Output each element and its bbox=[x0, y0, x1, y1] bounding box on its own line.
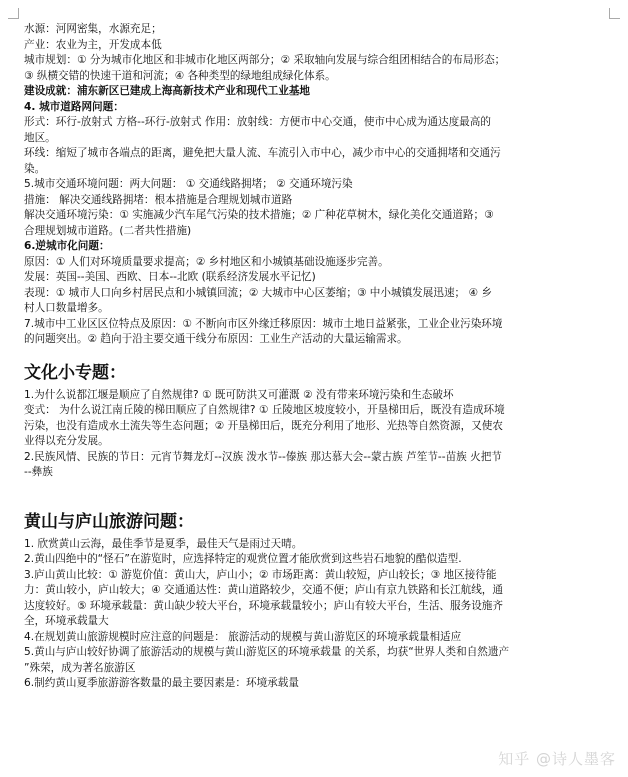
text-line: ”殊荣，成为著名旅游区 bbox=[24, 661, 136, 674]
text-line: 全，环境承载量大 bbox=[24, 615, 109, 627]
text-line: 城市规划：① 分为城市化地区和非城市化地区两部分；② 采取轴向发展与综合组团相结合的布局形态； bbox=[24, 54, 506, 66]
text-line: 原因：① 人们对环境质量要求提高；② 乡村地区和小城镇基础设施逐步完善。 bbox=[24, 255, 389, 268]
text-line: 2.民族风情、民族的节日：元宵节舞龙灯--汉族 泼水节--傣族 那达慕大会--蒙古族 芦笙节--苗族 火把节 bbox=[24, 450, 502, 463]
text-line: 村人口数量增多。 bbox=[24, 302, 109, 314]
text-line: --彝族 bbox=[24, 466, 53, 478]
section-heading: 6.逆城市化问题： bbox=[24, 240, 110, 252]
text-line: 1.为什么说都江堰是顺应了自然规律? ① 既可防洪又可灌溉 ② 没有带来环境污染和生态破坏 bbox=[24, 388, 454, 401]
text-line: 措施： 解决交通线路拥堵：根本措施是合理规划城市道路 bbox=[24, 193, 293, 206]
text-line: 5.黄山与庐山较好协调了旅游活动的规模与黄山游览区的环境承载量 的关系，均获“世界人类和自然遗产 bbox=[24, 646, 510, 658]
text-line: 的问题突出。② 趋向于沿主要交通干线分布原因：工业生产活动的大量运输需求。 bbox=[24, 333, 408, 345]
text-line: 合理规划城市道路。(二者共性措施) bbox=[24, 224, 192, 237]
text-line: 业得以充分发展。 bbox=[24, 435, 109, 447]
text-line: 3.庐山黄山比较：① 游览价值：黄山大，庐山小；② 市场距离：黄山较短，庐山较长；③ 地区接待能 bbox=[24, 568, 497, 581]
text-line: 表现：① 城市人口向乡村居民点和小城镇回流；② 大城市中心区萎缩；③ 中小城镇发展迅速； ④ 乡 bbox=[24, 286, 492, 299]
text-line: 环线：缩短了城市各端点的距离，避免把大量人流、车流引入市中心，减少市中心的交通拥堵和交通污 bbox=[24, 147, 501, 159]
text-line: 4.在规划黄山旅游规模时应注意的问题是： 旅游活动的规模与黄山游览区的环境承载量相适应 bbox=[24, 630, 462, 643]
text-line: ③ 纵横交错的快速干道和河流；④ 各种类型的绿地组成绿化体系。 bbox=[24, 69, 336, 82]
text-line: 发展：英国--美国、西欧、日本--北欧 (联系经济发展水平记忆) bbox=[24, 271, 316, 283]
document-body bbox=[24, 22, 616, 692]
page-corner-mark bbox=[609, 8, 620, 19]
text-line: 6.制约黄山夏季旅游游客数量的最主要因素是：环境承载量 bbox=[24, 677, 299, 689]
text-line: 2.黄山四绝中的“怪石”在游览时，应选择特定的观赏位置才能欣赏到这些岩石地貌的酷似造型. bbox=[24, 553, 462, 565]
text-line: 形式：环行-放射式 方格--环行-放射式 作用：放射线：方便市中心交通，使市中心成为通达度最高的 bbox=[24, 116, 491, 128]
section-title: 黄山与庐山旅游问题： bbox=[24, 511, 194, 532]
text-line: 1. 欣赏黄山云海，最佳季节是夏季，最佳天气是雨过天晴。 bbox=[24, 537, 303, 550]
text-line: 7.城市中工业区区位特点及原因：① 不断向市区外缘迁移原因：城市土地日益紧张，工业企业污染环境 bbox=[24, 317, 503, 330]
section-title: 文化小专题： bbox=[24, 362, 126, 383]
text-line: 地区。 bbox=[24, 131, 56, 144]
text-line: 染。 bbox=[24, 162, 46, 175]
text-line: 变式： 为什么说江南丘陵的梯田顺应了自然规律? ① 丘陵地区坡度较小，开垦梯田后，既没有造成环境 bbox=[24, 404, 505, 416]
text-line: 建设成就：浦东新区已建成上海高新技术产业和现代工业基地 bbox=[24, 85, 311, 97]
text-line: 解决交通环境污染：① 实施减少汽车尾气污染的技术措施；② 广种花草树木，绿化美化交通道路；③ bbox=[24, 209, 494, 221]
text-line: 达度较好。⑤ 环境承载量：黄山缺少较大平台，环境承载量较小；庐山有较大平台，生活、服务设施齐 bbox=[24, 599, 503, 612]
section-heading: 4. 城市道路网问题： bbox=[24, 100, 124, 113]
section-heading: 5.城市交通环境问题：两大问题： ① 交通线路拥堵； ② 交通环境污染 bbox=[24, 178, 353, 190]
page-corner-mark bbox=[8, 8, 19, 19]
text-line: 水源：河网密集，水源充足； bbox=[24, 23, 162, 35]
text-line: 产业：农业为主，开发成本低 bbox=[24, 38, 162, 51]
text-line: 力：黄山较小，庐山较大；④ 交通通达性：黄山道路较少，交通不便；庐山有京九铁路和长江航线，通 bbox=[24, 584, 503, 596]
text-line: 污染，也没有造成水土流失等生态问题；② 开垦梯田后，既充分利用了地形、光热等自然资源，又使农 bbox=[24, 419, 503, 432]
watermark: 知乎 @诗人墨客 bbox=[498, 750, 616, 768]
